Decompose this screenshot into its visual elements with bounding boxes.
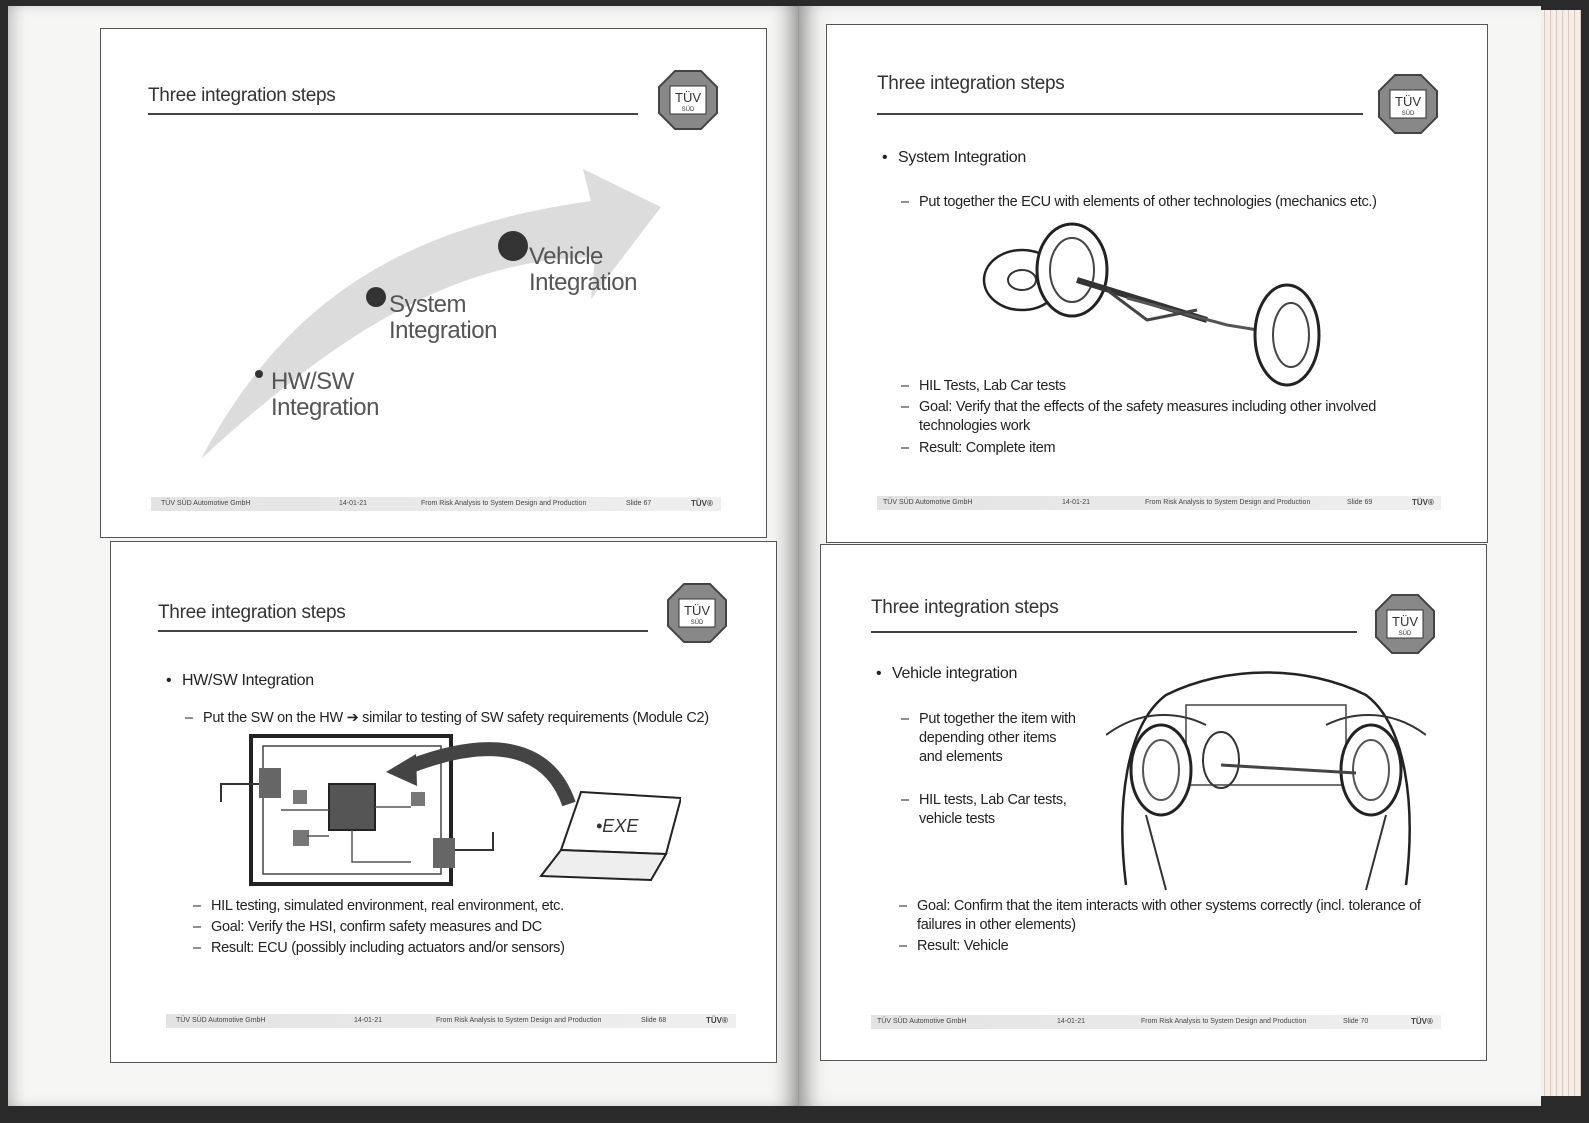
logo-subtext: SÜD — [681, 107, 695, 113]
sub-bullet-text: Goal: Verify that the effects of the safety measures including other involved technologies work — [919, 399, 1377, 434]
logo-text: TÜV — [1395, 94, 1421, 109]
sub-bullet-1 — [193, 897, 564, 916]
title-rule — [877, 113, 1363, 115]
sub-bullet-3 — [193, 939, 565, 958]
logo-text: TÜV — [684, 603, 710, 618]
footer-tuv-mark: TÜV® — [706, 1016, 728, 1025]
bullet-dot: • — [876, 665, 882, 682]
sub-bullet-text: HIL tests, Lab Car tests, vehicle tests — [919, 792, 1067, 827]
step-system-line2: Integration — [389, 317, 497, 344]
footer-date: 14-01-21 — [339, 500, 368, 507]
bullet-dot: • — [882, 149, 888, 166]
title-rule — [148, 113, 638, 115]
slide-title: Three integration steps — [877, 73, 1065, 94]
sub-bullet-top — [901, 193, 1377, 212]
footer-slide-number: Slide 68 — [641, 1017, 667, 1024]
step-hwsw-line2: Integration — [271, 394, 379, 421]
footer-tuv-mark: TÜV® — [1411, 1017, 1433, 1026]
dash-marker: – — [901, 711, 909, 727]
sub-bullet-text: Result: Vehicle — [917, 938, 1009, 954]
slide-title: Three integration steps — [148, 85, 336, 106]
slide-footer — [166, 1014, 736, 1028]
right-page-edges — [1541, 10, 1581, 1096]
step-system-line1: System — [389, 291, 467, 318]
step-vehicle-line1: Vehicle — [529, 243, 603, 270]
footer-company: TÜV SÜD Automotive GmbH — [176, 1017, 266, 1024]
step-vehicle — [529, 244, 637, 296]
sub-bullet-top — [185, 709, 709, 728]
sub-bullet-text: Result: ECU (possibly including actuators and/or sensors) — [211, 940, 565, 956]
slide-title: Three integration steps — [158, 602, 346, 623]
vehicle-sketch — [1106, 665, 1426, 895]
footer-course: From Risk Analysis to System Design and Production — [1141, 1018, 1307, 1025]
logo-text: TÜV — [1392, 614, 1418, 629]
bullet-text: Vehicle integration — [892, 665, 1018, 682]
dash-marker: – — [901, 194, 909, 210]
sub-bullet-b — [901, 791, 1079, 829]
footer-company: TÜV SÜD Automotive GmbH — [877, 1018, 967, 1025]
bullet-text: System Integration — [898, 149, 1026, 166]
dash-marker: – — [193, 898, 201, 914]
sub-bullet-3 — [901, 439, 1056, 458]
slide-67 — [100, 28, 767, 538]
title-rule — [871, 631, 1357, 633]
step-system — [389, 292, 497, 344]
dash-marker: – — [899, 938, 907, 954]
footer-course: From Risk Analysis to System Design and Production — [1145, 499, 1311, 506]
step-hwsw-line1: HW/SW — [271, 368, 354, 395]
footer-date: 14-01-21 — [1062, 499, 1091, 506]
title-rule — [158, 630, 648, 632]
sub-bullet-1 — [901, 377, 1066, 396]
logo-subtext: SÜD — [1401, 111, 1415, 117]
dash-marker: – — [193, 919, 201, 935]
footer-course: From Risk Analysis to System Design and Production — [436, 1017, 602, 1024]
slide-title: Three integration steps — [871, 597, 1059, 618]
footer-slide-number: Slide 70 — [1343, 1018, 1369, 1025]
slide-footer — [151, 497, 721, 511]
tuv-sud-logo — [666, 582, 728, 644]
sub-bullet-text: Goal: Verify the HSI, confirm safety measures and DC — [211, 919, 542, 935]
sub-bullet-1 — [899, 897, 1437, 935]
slide-69 — [826, 24, 1488, 543]
dash-marker: – — [185, 710, 193, 726]
sub-bullet-2 — [193, 918, 542, 937]
footer-date: 14-01-21 — [1057, 1018, 1086, 1025]
footer-date: 14-01-21 — [354, 1017, 383, 1024]
dash-marker: – — [899, 898, 907, 914]
sub-bullet-text: Put together the ECU with elements of other technologies (mechanics etc.) — [919, 194, 1377, 210]
ecu-board-sketch — [211, 732, 681, 897]
exe-label: •EXE — [596, 816, 639, 836]
dash-marker: – — [193, 940, 201, 956]
logo-subtext: SÜD — [1398, 631, 1412, 637]
step-vehicle-line2: Integration — [529, 269, 637, 296]
bullet-text: HW/SW Integration — [182, 672, 314, 689]
footer-company: TÜV SÜD Automotive GmbH — [161, 500, 251, 507]
footer-tuv-mark: TÜV® — [1412, 498, 1434, 507]
footer-tuv-mark: TÜV® — [691, 499, 713, 508]
dash-marker: – — [901, 792, 909, 808]
main-bullet — [166, 672, 314, 690]
sub-bullet-text: Put together the item with depending other items and elements — [919, 711, 1076, 765]
footer-slide-number: Slide 69 — [1347, 499, 1373, 506]
sub-bullet-a — [901, 710, 1079, 767]
tuv-sud-logo — [1374, 593, 1436, 655]
main-bullet — [876, 665, 1017, 683]
sub-bullet-text: Goal: Confirm that the item interacts with other systems correctly (incl. tolerance of failures in other elements) — [917, 898, 1421, 933]
main-bullet — [882, 149, 1026, 167]
footer-course: From Risk Analysis to System Design and Production — [421, 500, 587, 507]
book-spread — [8, 6, 1578, 1116]
dash-marker: – — [901, 378, 909, 394]
dash-marker: – — [901, 399, 909, 415]
footer-company: TÜV SÜD Automotive GmbH — [883, 499, 973, 506]
slide-70 — [820, 544, 1487, 1061]
logo-text: TÜV — [675, 90, 701, 105]
slide-68 — [110, 541, 777, 1063]
sub-bullet-2 — [901, 398, 1379, 436]
dash-marker: – — [901, 440, 909, 456]
tuv-sud-logo — [1377, 73, 1439, 135]
slide-footer — [871, 1015, 1441, 1029]
tuv-sud-logo — [657, 69, 719, 131]
steering-system-sketch — [977, 220, 1337, 390]
sub-bullet-text: Put the SW on the HW ➔ similar to testing of SW safety requirements (Module C2) — [203, 710, 709, 726]
sub-bullet-text: HIL testing, simulated environment, real environment, etc. — [211, 898, 564, 914]
sub-bullet-text: Result: Complete item — [919, 440, 1056, 456]
bullet-dot: • — [166, 672, 172, 689]
footer-slide-number: Slide 67 — [626, 500, 652, 507]
sub-bullet-text: HIL Tests, Lab Car tests — [919, 378, 1066, 394]
logo-subtext: SÜD — [690, 620, 704, 626]
step-hwsw — [271, 369, 379, 421]
slide-footer — [877, 496, 1441, 510]
sub-bullet-2 — [899, 937, 1009, 956]
